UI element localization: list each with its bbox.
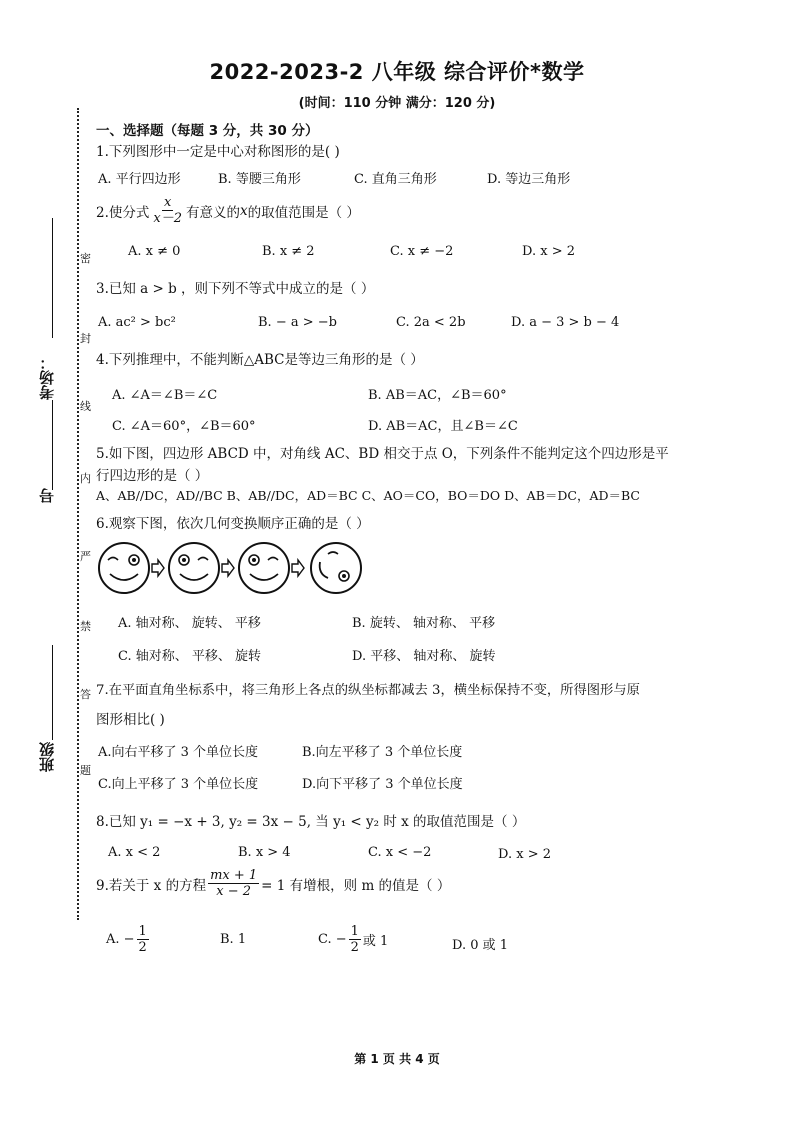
q8-stem: 8.已知 y₁ = −x + 3, y₂ = 3x − 5, 当 y₁ < y₂ 时 x 的取值范围是（ ） <box>96 814 526 830</box>
q4-option-a: A. ∠A＝∠B＝∠C <box>112 388 218 403</box>
q7-option-a: A.向右平移了 3 个单位长度 <box>98 745 259 760</box>
exam-subtitle: (时间：110 分钟 满分：120 分) <box>298 96 496 111</box>
q9-pre: 9.若关于 x 的方程 <box>96 877 207 894</box>
q4-option-c: C. ∠A＝60°，∠B＝60° <box>112 419 256 434</box>
q9-c-denominator: 2 <box>350 940 359 955</box>
q8-option-c: C. x < −2 <box>368 845 432 860</box>
q9-stem <box>96 868 450 899</box>
banji-underline <box>52 645 53 740</box>
q8-option-a: A. x < 2 <box>108 845 161 860</box>
smiley-face-2-icon <box>169 543 219 593</box>
hao-underline <box>52 400 53 490</box>
q3-option-c: C. 2a < 2b <box>396 315 466 330</box>
q9-c-fraction <box>349 924 361 955</box>
q2-option-b: B. x ≠ 2 <box>262 244 315 259</box>
q9-option-c <box>318 924 388 955</box>
seal-char: 答 <box>80 688 91 701</box>
q7-option-d: D.向下平移了 3 个单位长度 <box>302 777 463 792</box>
q3-option-d: D. a − 3 > b − 4 <box>511 315 620 330</box>
q2-denominator: x－2 <box>153 211 182 226</box>
q1-option-d: D. 等边三角形 <box>487 172 571 187</box>
exam-title: 2022-2023-2 八年级 综合评价*数学 <box>209 60 585 84</box>
q2-option-c: C. x ≠ −2 <box>390 244 454 259</box>
seal-char: 严 <box>80 550 91 563</box>
banji-label: 班级 <box>38 742 56 772</box>
kaochang-underline <box>52 218 53 338</box>
kaochang-label: 考场： <box>38 355 56 400</box>
seal-char: 线 <box>80 400 91 413</box>
q5-stem-line2: 行四边形的是（ ） <box>96 468 209 484</box>
q6-stem: 6.观察下图，依次几何变换顺序正确的是（ ） <box>96 516 370 532</box>
q9-denominator: x − 2 <box>216 884 251 899</box>
q9-a-fraction <box>137 924 149 955</box>
q1-stem: 1.下列图形中一定是中心对称图形的是( ) <box>96 144 340 160</box>
arrow-right-icon <box>152 560 164 576</box>
smiley-face-4-icon <box>311 543 361 593</box>
q1-option-c: C. 直角三角形 <box>354 172 437 187</box>
q5-stem-line1: 5.如下图，四边形 ABCD 中，对角线 AC、BD 相交于点 O，下列条件不能判定这个四边形是平 <box>96 446 669 462</box>
arrow-right-icon <box>292 560 304 576</box>
q8-option-b: B. x > 4 <box>238 845 291 860</box>
q2-mid: 有意义的 <box>186 204 240 221</box>
q2-numerator: x <box>164 195 172 210</box>
q7-stem-line2: 图形相比( ) <box>96 712 165 728</box>
q9-option-d: D. 0 或 1 <box>452 938 509 953</box>
q8-option-d: D. x > 2 <box>498 847 551 862</box>
q7-stem-line1: 7.在平面直角坐标系中，将三角形上各点的纵坐标都减去 3，横坐标保持不变，所得图形与原 <box>96 683 640 698</box>
q9-a-pre: A. − <box>106 932 135 947</box>
q2-var: x <box>240 202 248 219</box>
seal-char: 禁 <box>80 620 91 633</box>
q2-stem <box>96 195 360 226</box>
q7-option-b: B.向左平移了 3 个单位长度 <box>302 745 463 760</box>
q3-stem: 3.已知 a > b ，则下列不等式中成立的是（ ） <box>96 281 375 297</box>
q6-option-d: D. 平移、 轴对称、 旋转 <box>352 649 496 664</box>
seal-char: 封 <box>80 332 91 345</box>
seal-char: 内 <box>80 472 91 485</box>
q3-option-a: A. ac² > bc² <box>98 315 176 330</box>
seal-char: 题 <box>80 764 91 777</box>
q2-fraction <box>151 195 184 226</box>
seal-dotted-line <box>77 108 79 920</box>
q9-fraction <box>208 868 259 899</box>
q9-option-a <box>106 924 151 955</box>
q9-a-numerator: 1 <box>138 924 147 939</box>
q9-post: = 1 有增根，则 m 的值是（ ） <box>261 877 451 894</box>
q9-a-denominator: 2 <box>138 940 147 955</box>
q6-option-a: A. 轴对称、 旋转、 平移 <box>118 616 261 631</box>
q1-option-a: A. 平行四边形 <box>98 172 181 187</box>
q7-option-c: C.向上平移了 3 个单位长度 <box>98 777 259 792</box>
q5-options: A、AB//DC，AD//BC B、AB//DC，AD＝BC C、AO＝CO，BO＝DO D、AB＝DC，AD＝BC <box>96 488 641 503</box>
seal-char: 密 <box>80 252 91 265</box>
arrow-right-icon <box>222 560 234 576</box>
q9-option-b: B. 1 <box>220 932 247 947</box>
page-number: 第 1 页 共 4 页 <box>354 1052 440 1066</box>
q6-option-b: B. 旋转、 轴对称、 平移 <box>352 616 496 631</box>
q9-numerator: mx + 1 <box>210 868 258 883</box>
q9-c-pre: C. − <box>318 932 347 947</box>
smiley-face-1-icon <box>99 543 149 593</box>
smiley-face-3-icon <box>239 543 289 593</box>
q4-option-b: B. AB＝AC，∠B＝60° <box>368 388 507 403</box>
q4-option-d: D. AB＝AC，且∠B＝∠C <box>368 419 518 434</box>
q2-pre: 2.使分式 <box>96 204 150 221</box>
q2-option-a: A. x ≠ 0 <box>128 244 181 259</box>
q6-face-sequence-figure <box>96 540 366 596</box>
q1-option-b: B. 等腰三角形 <box>218 172 301 187</box>
q2-post: 的取值范围是（ ） <box>247 204 360 221</box>
q3-option-b: B. − a > −b <box>258 315 337 330</box>
section-heading: 一、选择题（每题 3 分，共 30 分） <box>96 123 319 139</box>
q9-c-numerator: 1 <box>350 924 359 939</box>
hao-label: 号 <box>38 488 56 503</box>
q6-option-c: C. 轴对称、 平移、 旋转 <box>118 649 262 664</box>
q9-c-post: 或 1 <box>362 934 389 949</box>
q4-stem: 4.下列推理中，不能判断△ABC是等边三角形的是（ ） <box>96 352 424 368</box>
q2-option-d: D. x > 2 <box>522 244 575 259</box>
